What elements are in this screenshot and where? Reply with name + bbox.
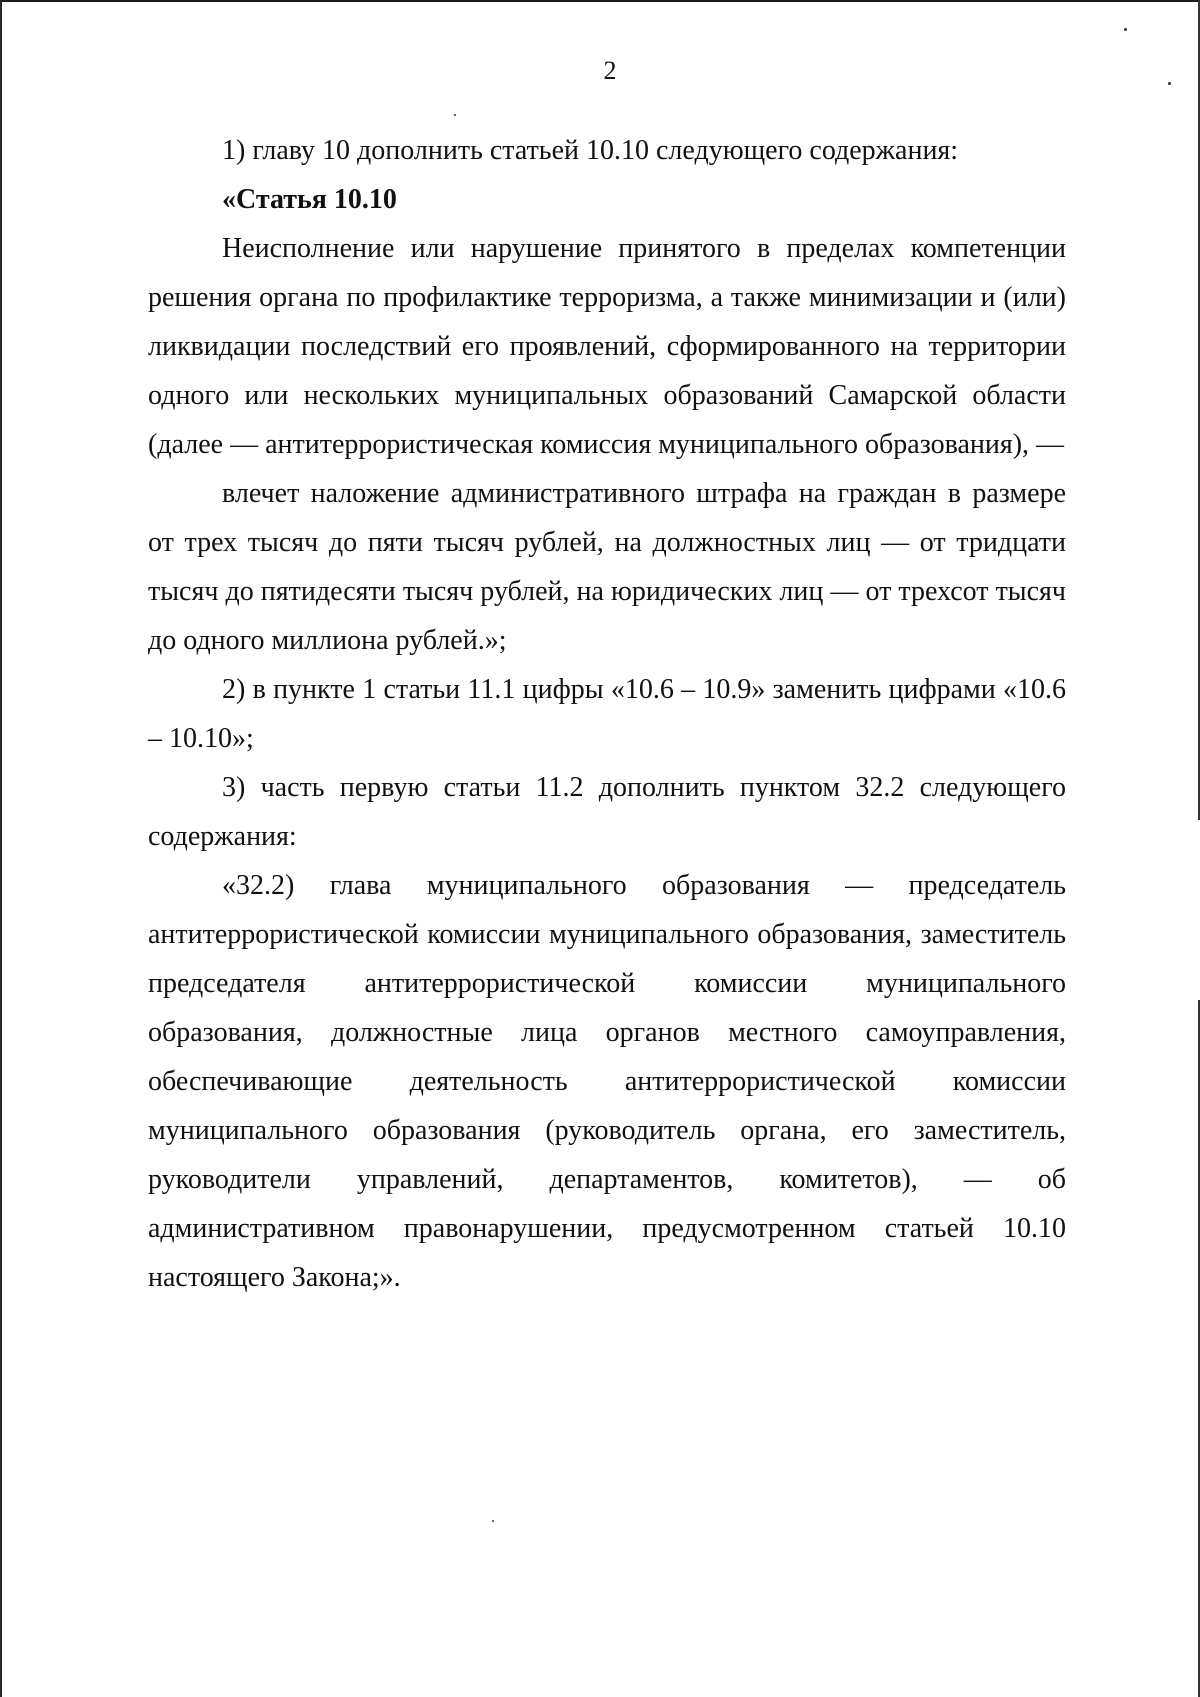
scan-edge-top [0,0,1200,2]
scan-edge-left [0,0,2,1697]
article-disposition: Неисполнение или нарушение принятого в пределах компетенции решения органа по профилактике терроризма, а также минимизации и (или) ликвидации последствий его проявлений, сформированного на территории одного или нескольких муниципальных образований Самарской области (далее — антитеррористическая комиссия муниципального образования), — [148,233,1066,460]
scan-speck [492,1520,494,1522]
new-clause-32-2: «32.2) глава муниципального образования — председатель антитеррористической комиссии муниципального образования, заместитель председателя антитеррористической комиссии муниципального образования, должностные лица органов местного самоуправления, обеспечивающие деятельность антитеррористической комиссии муниципального образования (руководитель органа, его заместитель, руководители управлений, департаментов, комитетов), — об административном правонарушении, предусмотренном статьей 10.10 настоящего Закона;». [148,870,1066,1293]
amendment-item-2: 2) в пункте 1 статьи 11.1 цифры «10.6 – 10.9» заменить цифрами «10.6 – 10.10»; [148,674,1066,754]
scan-speck [1124,28,1127,31]
scan-speck [454,114,456,116]
page-number: 2 [603,56,617,85]
article-heading: «Статья 10.10 [222,184,397,215]
document-body [148,126,1066,1302]
amendment-item-1: 1) главу 10 дополнить статьей 10.10 следующего содержания: [222,135,959,166]
amendment-item-3: 3) часть первую статьи 11.2 дополнить пунктом 32.2 следующего содержания: [148,772,1066,852]
article-sanction: влечет наложение административного штрафа на граждан в размере от трех тысяч до пяти тысяч рублей, на должностных лиц — от тридцати тысяч до пятидесяти тысяч рублей, на юридических лиц — от трехсот тысяч до одного миллиона рублей.»; [148,478,1066,656]
